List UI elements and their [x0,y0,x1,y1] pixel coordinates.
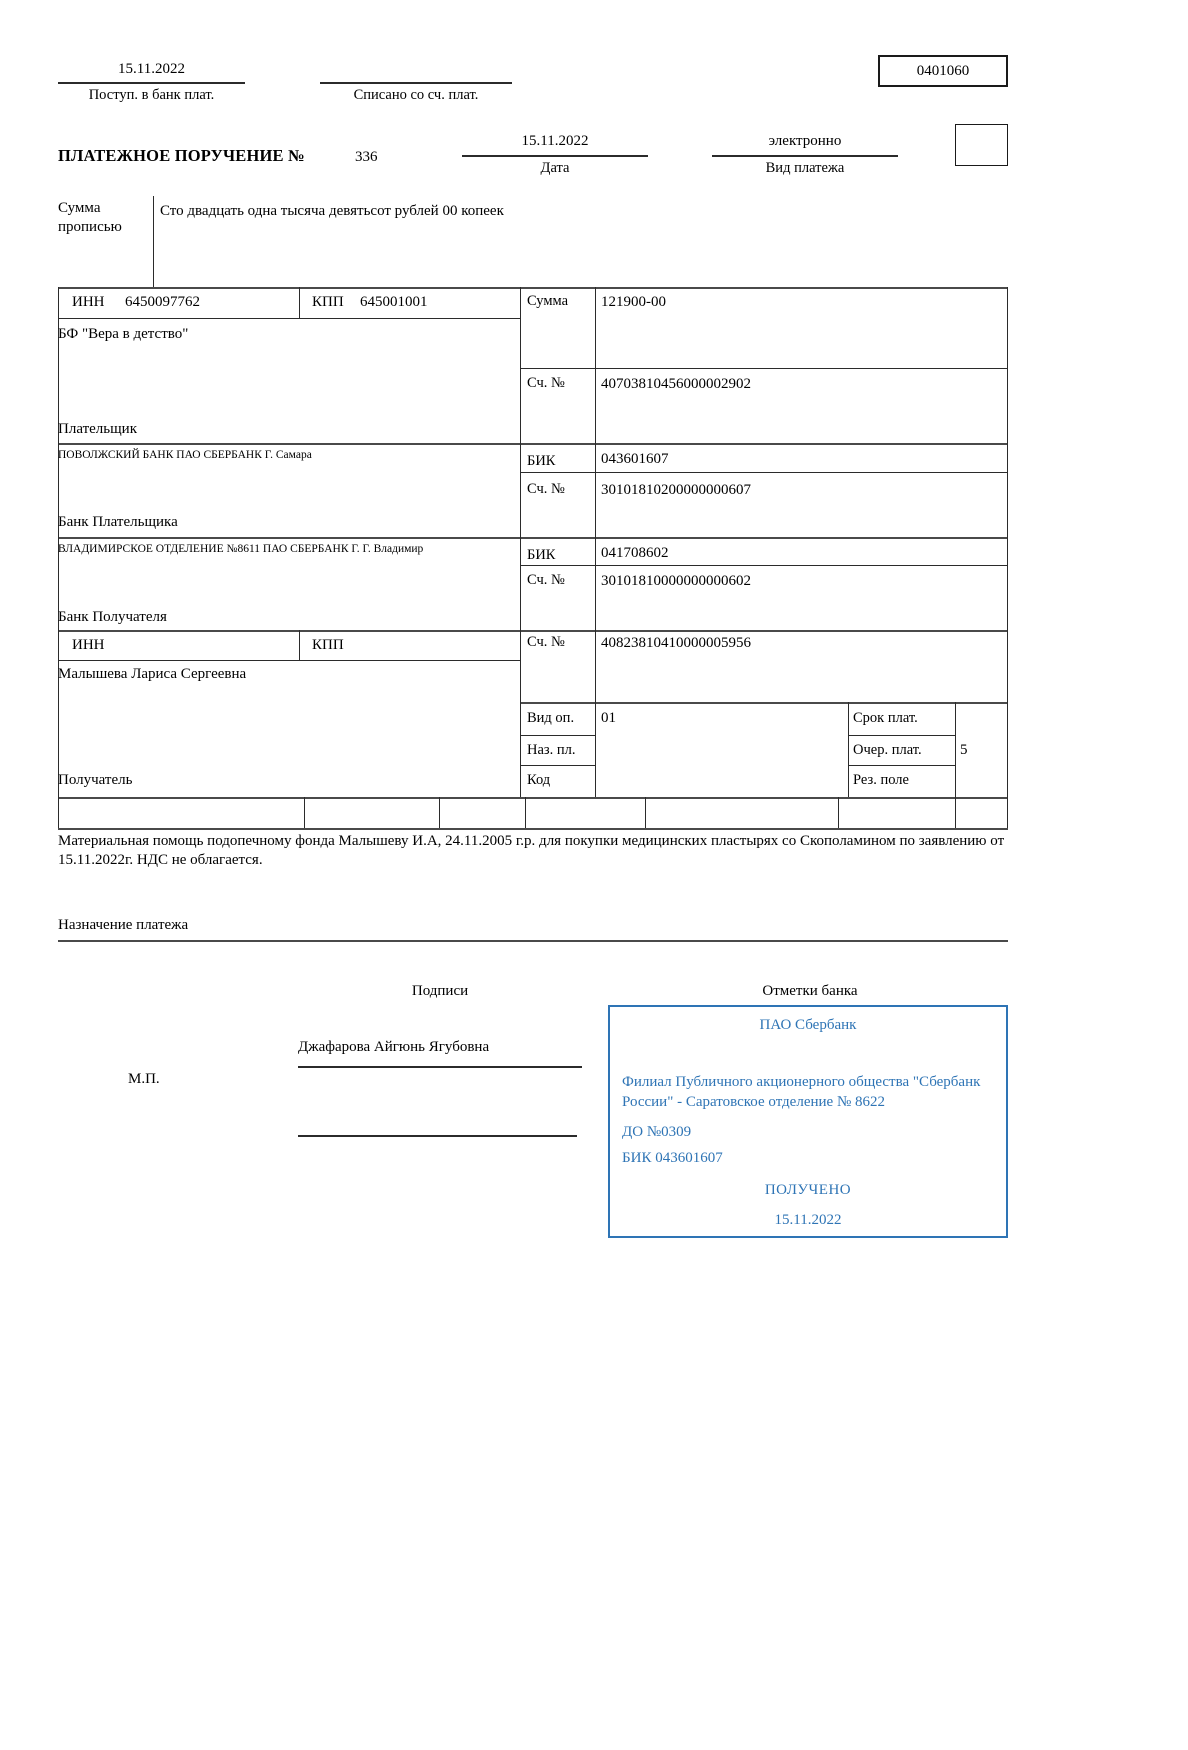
reserve-field-label: Рез. поле [853,772,909,788]
received-in-bank-label: Поступ. в банк плат. [88,87,215,103]
payer-inn-label: ИНН [72,294,105,310]
purpose-text: Материальная помощь подопечному фонда Малышеву И.А, 24.11.2005 г.р. для покупки медицинских пластырях со Скополамином по заявлению от 15.11.2022г. НДС не облагается. [58,833,1005,868]
form-code-box [878,55,1008,87]
stamp-status: ПОЛУЧЕНО [764,1182,852,1198]
op-kind-label: Вид оп. [527,710,575,726]
amount-words-value: Сто двадцать одна тысяча девятьсот рублей 00 копеек [160,203,504,219]
grid-line [58,630,1008,632]
payer-name: БФ "Вера в детство" [58,326,189,342]
payer-kpp-label: КПП [312,294,344,310]
grid-line [595,287,596,797]
payer-account-label: Сч. № [527,375,565,391]
payer-kpp-value: 645001001 [360,294,428,310]
grid-line [525,797,526,828]
doc-number: 336 [355,149,378,165]
grid-line [58,797,1008,799]
grid-line [955,702,956,797]
grid-line [645,797,646,828]
beneficiary-bank-account-value: 30101810000000000602 [601,573,751,589]
grid-line [58,660,520,661]
grid-line [520,735,595,736]
stamp-date: 15.11.2022 [774,1212,842,1228]
grid-line [304,797,305,828]
priority-label: Очер. плат. [853,742,922,758]
payer-bank-bik-value: 043601607 [601,451,669,467]
grid-line [58,828,1008,830]
grid-line [299,630,300,660]
payment-kind-label: Вид платежа [765,160,845,176]
beneficiary-inn-label: ИНН [72,637,105,653]
grid-line [848,765,955,766]
grid-line [955,797,956,828]
doc-title: ПЛАТЕЖНОЕ ПОРУЧЕНИЕ № [58,146,305,165]
grid-line [58,940,1008,942]
beneficiary-bank-bik-value: 041708602 [601,545,669,561]
grid-line [153,196,154,287]
grid-line [520,702,1008,704]
beneficiary-bank-bik-label: БИК [527,547,556,563]
grid-line [58,82,245,84]
priority-value: 5 [960,742,968,758]
purpose-label: Назначение платежа [58,917,189,933]
debited-from-account-label: Списано со сч. плат. [353,87,479,103]
grid-line [520,287,521,797]
beneficiary-bank-name: ВЛАДИМИРСКОЕ ОТДЕЛЕНИЕ №8611 ПАО СБЕРБАНК Г. Г. Владимир [58,543,424,555]
grid-line [320,82,512,84]
status-box [955,124,1008,166]
signature-line [298,1135,577,1137]
beneficiary-name: Малышева Лариса Сергеевна [58,666,247,682]
signer-name: Джафарова Айгюнь Ягубовна [298,1039,490,1055]
bank-marks-label: Отметки банка [762,983,858,999]
grid-line [712,155,898,157]
doc-date-label: Дата [540,160,570,176]
grid-line [299,287,300,318]
stamp-branch: Филиал Публичного акционерного общества "Сбербанк России" - Саратовское отделение № 8622 [622,1074,981,1111]
grid-line [520,368,1008,369]
beneficiary-label: Получатель [58,772,133,788]
payer-inn-value: 6450097762 [125,294,200,310]
received-in-bank-date: 15.11.2022 [118,61,185,77]
payer-bank-bik-label: БИК [527,453,556,469]
signatures-label: Подписи [411,983,469,999]
pay-purpose-code-label: Наз. пл. [527,742,576,758]
payer-account-value: 40703810456000002902 [601,376,751,392]
payer-bank-account-value: 30101810200000000607 [601,482,751,498]
grid-line [58,443,1008,445]
form-code: 0401060 [916,63,970,79]
amount-value: 121900-00 [601,294,666,310]
amount-label: Сумма [527,293,569,309]
payment-kind: электронно [768,133,842,149]
grid-line [1007,287,1008,828]
beneficiary-bank-label: Банк Получателя [58,609,167,625]
beneficiary-bank-account-label: Сч. № [527,572,565,588]
beneficiary-account-label: Сч. № [527,634,565,650]
grid-line [58,537,1008,539]
grid-line [520,472,1008,473]
signature-line [298,1066,582,1068]
payer-bank-label: Банк Плательщика [58,514,178,530]
grid-line [838,797,839,828]
payer-label: Плательщик [58,421,137,437]
payer-bank-name: ПОВОЛЖСКИЙ БАНК ПАО СБЕРБАНК Г. Самара [58,449,312,461]
grid-line [848,735,955,736]
payer-bank-account-label: Сч. № [527,481,565,497]
grid-line [58,287,1008,289]
grid-line [462,155,648,157]
stamp-bank-name: ПАО Сбербанк [759,1017,857,1033]
beneficiary-account-value: 40823810410000005956 [601,635,751,651]
code-label: Код [527,772,551,788]
grid-line [848,702,849,797]
grid-line [439,797,440,828]
stamp-office: ДО №0309 [622,1124,692,1140]
grid-line [58,287,59,828]
grid-line [520,765,595,766]
doc-date: 15.11.2022 [521,133,589,149]
stamp-bik: БИК 043601607 [622,1150,723,1166]
grid-line [58,318,520,319]
op-kind-value: 01 [601,710,616,726]
bank-stamp-box [608,1005,1008,1238]
due-date-label: Срок плат. [853,710,918,726]
stamp-place-label: М.П. [128,1071,160,1087]
amount-words-label: Сумма прописью [58,200,122,235]
grid-line [520,565,1008,566]
beneficiary-kpp-label: КПП [312,637,344,653]
